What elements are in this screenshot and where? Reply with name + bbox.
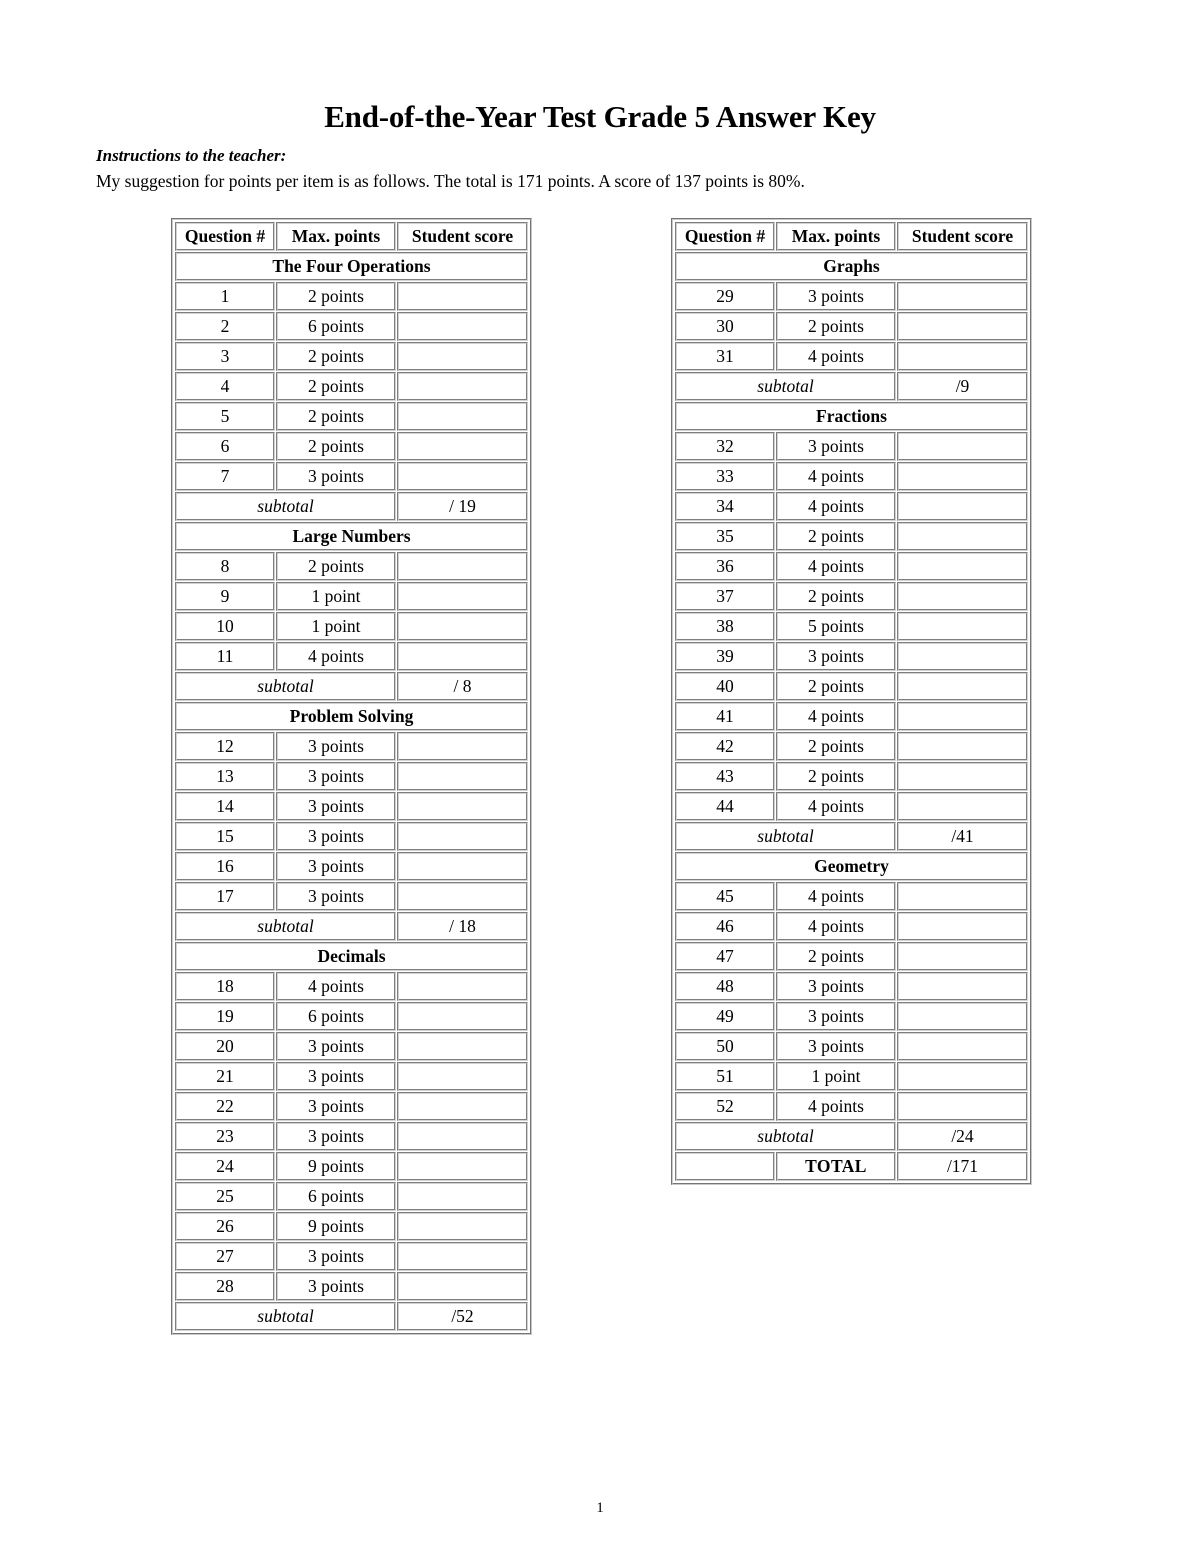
- table-row: [175, 282, 528, 311]
- student-score-cell[interactable]: [897, 972, 1028, 1001]
- table-row: [675, 672, 1028, 701]
- question-number-cell: 34: [675, 492, 775, 521]
- question-number-cell: 5: [175, 402, 275, 431]
- question-number-cell: 23: [175, 1122, 275, 1151]
- question-number-cell: 11: [175, 642, 275, 671]
- student-score-cell[interactable]: [397, 762, 528, 791]
- max-points-cell: 4 points: [776, 552, 896, 581]
- student-score-cell[interactable]: [397, 1062, 528, 1091]
- subtotal-label: subtotal: [675, 822, 896, 851]
- question-number-cell: 4: [175, 372, 275, 401]
- page-number: 1: [596, 1500, 604, 1516]
- max-points-cell: 4 points: [776, 882, 896, 911]
- student-score-cell[interactable]: [897, 912, 1028, 941]
- question-number-cell: 33: [675, 462, 775, 491]
- table-row: [175, 372, 528, 401]
- question-number-cell: 22: [175, 1092, 275, 1121]
- table-row: [675, 342, 1028, 371]
- table-row: [175, 762, 528, 791]
- table-row: [175, 852, 528, 881]
- section-title: Large Numbers: [175, 522, 528, 551]
- subtotal-value[interactable]: /24: [897, 1122, 1028, 1151]
- max-points-cell: 2 points: [276, 342, 396, 371]
- subtotal-row: [675, 372, 1028, 401]
- student-score-cell[interactable]: [397, 1152, 528, 1181]
- max-points-cell: 2 points: [276, 552, 396, 581]
- table-row: [675, 522, 1028, 551]
- question-number-cell: 10: [175, 612, 275, 641]
- instructions-block: [96, 145, 1106, 194]
- column-header-max-points: Max. points: [776, 222, 896, 251]
- max-points-cell: 2 points: [776, 582, 896, 611]
- student-score-cell[interactable]: [397, 312, 528, 341]
- column-header-student-score: Student score: [897, 222, 1028, 251]
- question-number-cell: 21: [175, 1062, 275, 1091]
- question-number-cell: 39: [675, 642, 775, 671]
- student-score-cell[interactable]: [397, 402, 528, 431]
- question-number-cell: 30: [675, 312, 775, 341]
- max-points-cell: 4 points: [276, 972, 396, 1001]
- student-score-cell[interactable]: [897, 342, 1028, 371]
- student-score-cell[interactable]: [897, 612, 1028, 641]
- student-score-cell[interactable]: [397, 642, 528, 671]
- max-points-cell: 3 points: [776, 1002, 896, 1031]
- question-number-cell: 32: [675, 432, 775, 461]
- question-number-cell: 24: [175, 1152, 275, 1181]
- section-title: Problem Solving: [175, 702, 528, 731]
- table-row: [675, 582, 1028, 611]
- column-header-student-score: Student score: [397, 222, 528, 251]
- student-score-cell[interactable]: [397, 1122, 528, 1151]
- subtotal-label: subtotal: [675, 372, 896, 401]
- question-number-cell: 47: [675, 942, 775, 971]
- question-number-cell: 28: [175, 1272, 275, 1301]
- student-score-cell[interactable]: [397, 1212, 528, 1241]
- table-row: [175, 732, 528, 761]
- max-points-cell: 3 points: [276, 852, 396, 881]
- max-points-cell: 3 points: [776, 282, 896, 311]
- student-score-cell[interactable]: [397, 372, 528, 401]
- student-score-cell[interactable]: [397, 1032, 528, 1061]
- question-number-cell: 3: [175, 342, 275, 371]
- max-points-cell: 3 points: [276, 822, 396, 851]
- question-number-cell: 14: [175, 792, 275, 821]
- question-number-cell: 31: [675, 342, 775, 371]
- table-row: [175, 1062, 528, 1091]
- question-number-cell: 20: [175, 1032, 275, 1061]
- max-points-cell: 3 points: [276, 882, 396, 911]
- question-number-cell: 50: [675, 1032, 775, 1061]
- student-score-cell[interactable]: [897, 312, 1028, 341]
- section-header-row: [175, 702, 528, 731]
- max-points-cell: 4 points: [276, 642, 396, 671]
- student-score-cell[interactable]: [397, 1182, 528, 1211]
- max-points-cell: 1 point: [776, 1062, 896, 1091]
- section-title: Decimals: [175, 942, 528, 971]
- max-points-cell: 4 points: [776, 912, 896, 941]
- student-score-cell[interactable]: [897, 492, 1028, 521]
- table-row: [675, 312, 1028, 341]
- max-points-cell: 2 points: [776, 732, 896, 761]
- max-points-cell: 3 points: [276, 1032, 396, 1061]
- table-row: [175, 342, 528, 371]
- table-row: [675, 732, 1028, 761]
- student-score-cell[interactable]: [897, 1032, 1028, 1061]
- question-number-cell: 19: [175, 1002, 275, 1031]
- question-number-cell: 36: [675, 552, 775, 581]
- max-points-cell: 5 points: [776, 612, 896, 641]
- max-points-cell: 4 points: [776, 492, 896, 521]
- max-points-cell: 4 points: [776, 462, 896, 491]
- max-points-cell: 3 points: [276, 1122, 396, 1151]
- max-points-cell: 1 point: [276, 612, 396, 641]
- max-points-cell: 3 points: [776, 972, 896, 1001]
- student-score-cell[interactable]: [897, 702, 1028, 731]
- question-number-cell: 51: [675, 1062, 775, 1091]
- subtotal-row: [175, 672, 528, 701]
- table-row: [675, 1032, 1028, 1061]
- table-row: [675, 1062, 1028, 1091]
- table-row: [675, 282, 1028, 311]
- table-row: [175, 1182, 528, 1211]
- table-row: [175, 1212, 528, 1241]
- section-header-row: [675, 852, 1028, 881]
- table-row: [675, 912, 1028, 941]
- table-row: [675, 762, 1028, 791]
- table-row: [175, 1122, 528, 1151]
- subtotal-label: subtotal: [175, 492, 396, 521]
- section-header-row: [175, 942, 528, 971]
- student-score-cell[interactable]: [897, 282, 1028, 311]
- table-header-row: [175, 222, 528, 251]
- student-score-cell[interactable]: [397, 342, 528, 371]
- table-row: [675, 432, 1028, 461]
- max-points-cell: 3 points: [776, 642, 896, 671]
- instructions-text: My suggestion for points per item is as follows. The total is 171 points. A score of 137 points is 80%.: [96, 171, 805, 191]
- student-score-cell[interactable]: [397, 732, 528, 761]
- table-row: [675, 972, 1028, 1001]
- total-label: TOTAL: [776, 1152, 896, 1181]
- student-score-cell[interactable]: [897, 942, 1028, 971]
- question-number-cell: 52: [675, 1092, 775, 1121]
- table-header-row: [675, 222, 1028, 251]
- max-points-cell: 3 points: [776, 1032, 896, 1061]
- section-title: Geometry: [675, 852, 1028, 881]
- right-score-table-wrapper: [671, 218, 1032, 1185]
- student-score-cell[interactable]: [397, 612, 528, 641]
- column-header-question: Question #: [675, 222, 775, 251]
- question-number-cell: 41: [675, 702, 775, 731]
- student-score-cell[interactable]: [397, 432, 528, 461]
- max-points-cell: 2 points: [776, 522, 896, 551]
- student-score-cell[interactable]: [897, 762, 1028, 791]
- table-row: [675, 792, 1028, 821]
- max-points-cell: 3 points: [276, 732, 396, 761]
- subtotal-value[interactable]: /41: [897, 822, 1028, 851]
- student-score-cell[interactable]: [397, 1092, 528, 1121]
- column-header-max-points: Max. points: [276, 222, 396, 251]
- student-score-cell[interactable]: [397, 822, 528, 851]
- student-score-cell[interactable]: [897, 672, 1028, 701]
- student-score-cell[interactable]: [897, 1062, 1028, 1091]
- table-row: [175, 792, 528, 821]
- table-row: [175, 582, 528, 611]
- max-points-cell: 4 points: [776, 702, 896, 731]
- total-value[interactable]: /171: [897, 1152, 1028, 1181]
- table-row: [175, 1002, 528, 1031]
- max-points-cell: 2 points: [776, 762, 896, 791]
- question-number-cell: 38: [675, 612, 775, 641]
- section-title: Graphs: [675, 252, 1028, 281]
- subtotal-row: [175, 912, 528, 941]
- question-number-cell: 25: [175, 1182, 275, 1211]
- question-number-cell: 29: [675, 282, 775, 311]
- left-score-table: [174, 221, 529, 1332]
- question-number-cell: 49: [675, 1002, 775, 1031]
- question-number-cell: 42: [675, 732, 775, 761]
- column-header-question: Question #: [175, 222, 275, 251]
- question-number-cell: 35: [675, 522, 775, 551]
- question-number-cell: 45: [675, 882, 775, 911]
- student-score-cell[interactable]: [897, 882, 1028, 911]
- total-empty-cell: [675, 1152, 775, 1181]
- table-row: [175, 1242, 528, 1271]
- table-row: [175, 972, 528, 1001]
- max-points-cell: 2 points: [776, 672, 896, 701]
- max-points-cell: 6 points: [276, 312, 396, 341]
- max-points-cell: 4 points: [776, 792, 896, 821]
- table-row: [675, 552, 1028, 581]
- table-row: [675, 612, 1028, 641]
- student-score-cell[interactable]: [397, 852, 528, 881]
- table-row: [175, 612, 528, 641]
- table-row: [175, 552, 528, 581]
- max-points-cell: 9 points: [276, 1152, 396, 1181]
- student-score-cell[interactable]: [897, 552, 1028, 581]
- section-header-row: [175, 252, 528, 281]
- max-points-cell: 3 points: [276, 462, 396, 491]
- student-score-cell[interactable]: [397, 1272, 528, 1301]
- table-row: [175, 1092, 528, 1121]
- max-points-cell: 9 points: [276, 1212, 396, 1241]
- table-row: [175, 432, 528, 461]
- table-row: [675, 492, 1028, 521]
- max-points-cell: 2 points: [276, 372, 396, 401]
- max-points-cell: 3 points: [276, 1092, 396, 1121]
- student-score-cell[interactable]: [897, 642, 1028, 671]
- student-score-cell[interactable]: [397, 582, 528, 611]
- student-score-cell[interactable]: [397, 282, 528, 311]
- question-number-cell: 7: [175, 462, 275, 491]
- question-number-cell: 18: [175, 972, 275, 1001]
- left-score-table-wrapper: [171, 218, 532, 1335]
- question-number-cell: 48: [675, 972, 775, 1001]
- student-score-cell[interactable]: [897, 792, 1028, 821]
- max-points-cell: 1 point: [276, 582, 396, 611]
- max-points-cell: 2 points: [276, 432, 396, 461]
- total-row: [675, 1152, 1028, 1181]
- table-row: [675, 942, 1028, 971]
- subtotal-label: subtotal: [175, 1302, 396, 1331]
- subtotal-row: [675, 1122, 1028, 1151]
- subtotal-row: [175, 1302, 528, 1331]
- question-number-cell: 27: [175, 1242, 275, 1271]
- section-title: The Four Operations: [175, 252, 528, 281]
- question-number-cell: 1: [175, 282, 275, 311]
- max-points-cell: 6 points: [276, 1182, 396, 1211]
- instructions-label: Instructions to the teacher:: [96, 146, 287, 165]
- table-row: [175, 1032, 528, 1061]
- max-points-cell: 3 points: [276, 1062, 396, 1091]
- question-number-cell: 15: [175, 822, 275, 851]
- student-score-cell[interactable]: [397, 1242, 528, 1271]
- student-score-cell[interactable]: [897, 432, 1028, 461]
- right-score-table: [674, 221, 1029, 1182]
- section-title: Fractions: [675, 402, 1028, 431]
- right-score-table-body: [675, 222, 1028, 1181]
- max-points-cell: 2 points: [776, 312, 896, 341]
- student-score-cell[interactable]: [397, 972, 528, 1001]
- question-number-cell: 2: [175, 312, 275, 341]
- table-row: [175, 312, 528, 341]
- question-number-cell: 40: [675, 672, 775, 701]
- table-row: [175, 642, 528, 671]
- question-number-cell: 43: [675, 762, 775, 791]
- table-row: [175, 822, 528, 851]
- question-number-cell: 37: [675, 582, 775, 611]
- subtotal-value[interactable]: /52: [397, 1302, 528, 1331]
- max-points-cell: 2 points: [276, 282, 396, 311]
- student-score-cell[interactable]: [897, 732, 1028, 761]
- max-points-cell: 3 points: [276, 1272, 396, 1301]
- question-number-cell: 16: [175, 852, 275, 881]
- question-number-cell: 12: [175, 732, 275, 761]
- max-points-cell: 3 points: [276, 1242, 396, 1271]
- question-number-cell: 46: [675, 912, 775, 941]
- max-points-cell: 3 points: [276, 762, 396, 791]
- table-row: [675, 1002, 1028, 1031]
- table-row: [675, 462, 1028, 491]
- max-points-cell: 4 points: [776, 1092, 896, 1121]
- max-points-cell: 3 points: [276, 792, 396, 821]
- subtotal-label: subtotal: [175, 912, 396, 941]
- left-score-table-body: [175, 222, 528, 1331]
- subtotal-label: subtotal: [175, 672, 396, 701]
- subtotal-value[interactable]: / 19: [397, 492, 528, 521]
- student-score-cell[interactable]: [397, 792, 528, 821]
- question-number-cell: 8: [175, 552, 275, 581]
- table-row: [675, 1092, 1028, 1121]
- subtotal-row: [675, 822, 1028, 851]
- student-score-cell[interactable]: [397, 1002, 528, 1031]
- student-score-cell[interactable]: [897, 1092, 1028, 1121]
- max-points-cell: 2 points: [276, 402, 396, 431]
- table-row: [175, 402, 528, 431]
- table-row: [175, 882, 528, 911]
- max-points-cell: 4 points: [776, 342, 896, 371]
- question-number-cell: 26: [175, 1212, 275, 1241]
- student-score-cell[interactable]: [897, 1002, 1028, 1031]
- table-row: [675, 702, 1028, 731]
- question-number-cell: 17: [175, 882, 275, 911]
- student-score-cell[interactable]: [897, 582, 1028, 611]
- subtotal-value[interactable]: /9: [897, 372, 1028, 401]
- table-row: [675, 642, 1028, 671]
- question-number-cell: 6: [175, 432, 275, 461]
- subtotal-value[interactable]: / 18: [397, 912, 528, 941]
- subtotal-label: subtotal: [675, 1122, 896, 1151]
- table-row: [675, 882, 1028, 911]
- max-points-cell: 6 points: [276, 1002, 396, 1031]
- student-score-cell[interactable]: [397, 552, 528, 581]
- table-row: [175, 462, 528, 491]
- table-row: [175, 1152, 528, 1181]
- question-number-cell: 9: [175, 582, 275, 611]
- student-score-cell[interactable]: [897, 522, 1028, 551]
- section-header-row: [675, 252, 1028, 281]
- student-score-cell[interactable]: [897, 462, 1028, 491]
- table-row: [175, 1272, 528, 1301]
- subtotal-value[interactable]: / 8: [397, 672, 528, 701]
- max-points-cell: 3 points: [776, 432, 896, 461]
- section-header-row: [175, 522, 528, 551]
- question-number-cell: 44: [675, 792, 775, 821]
- section-header-row: [675, 402, 1028, 431]
- question-number-cell: 13: [175, 762, 275, 791]
- page-title: End-of-the-Year Test Grade 5 Answer Key: [324, 98, 876, 134]
- student-score-cell[interactable]: [397, 882, 528, 911]
- student-score-cell[interactable]: [397, 462, 528, 491]
- subtotal-row: [175, 492, 528, 521]
- max-points-cell: 2 points: [776, 942, 896, 971]
